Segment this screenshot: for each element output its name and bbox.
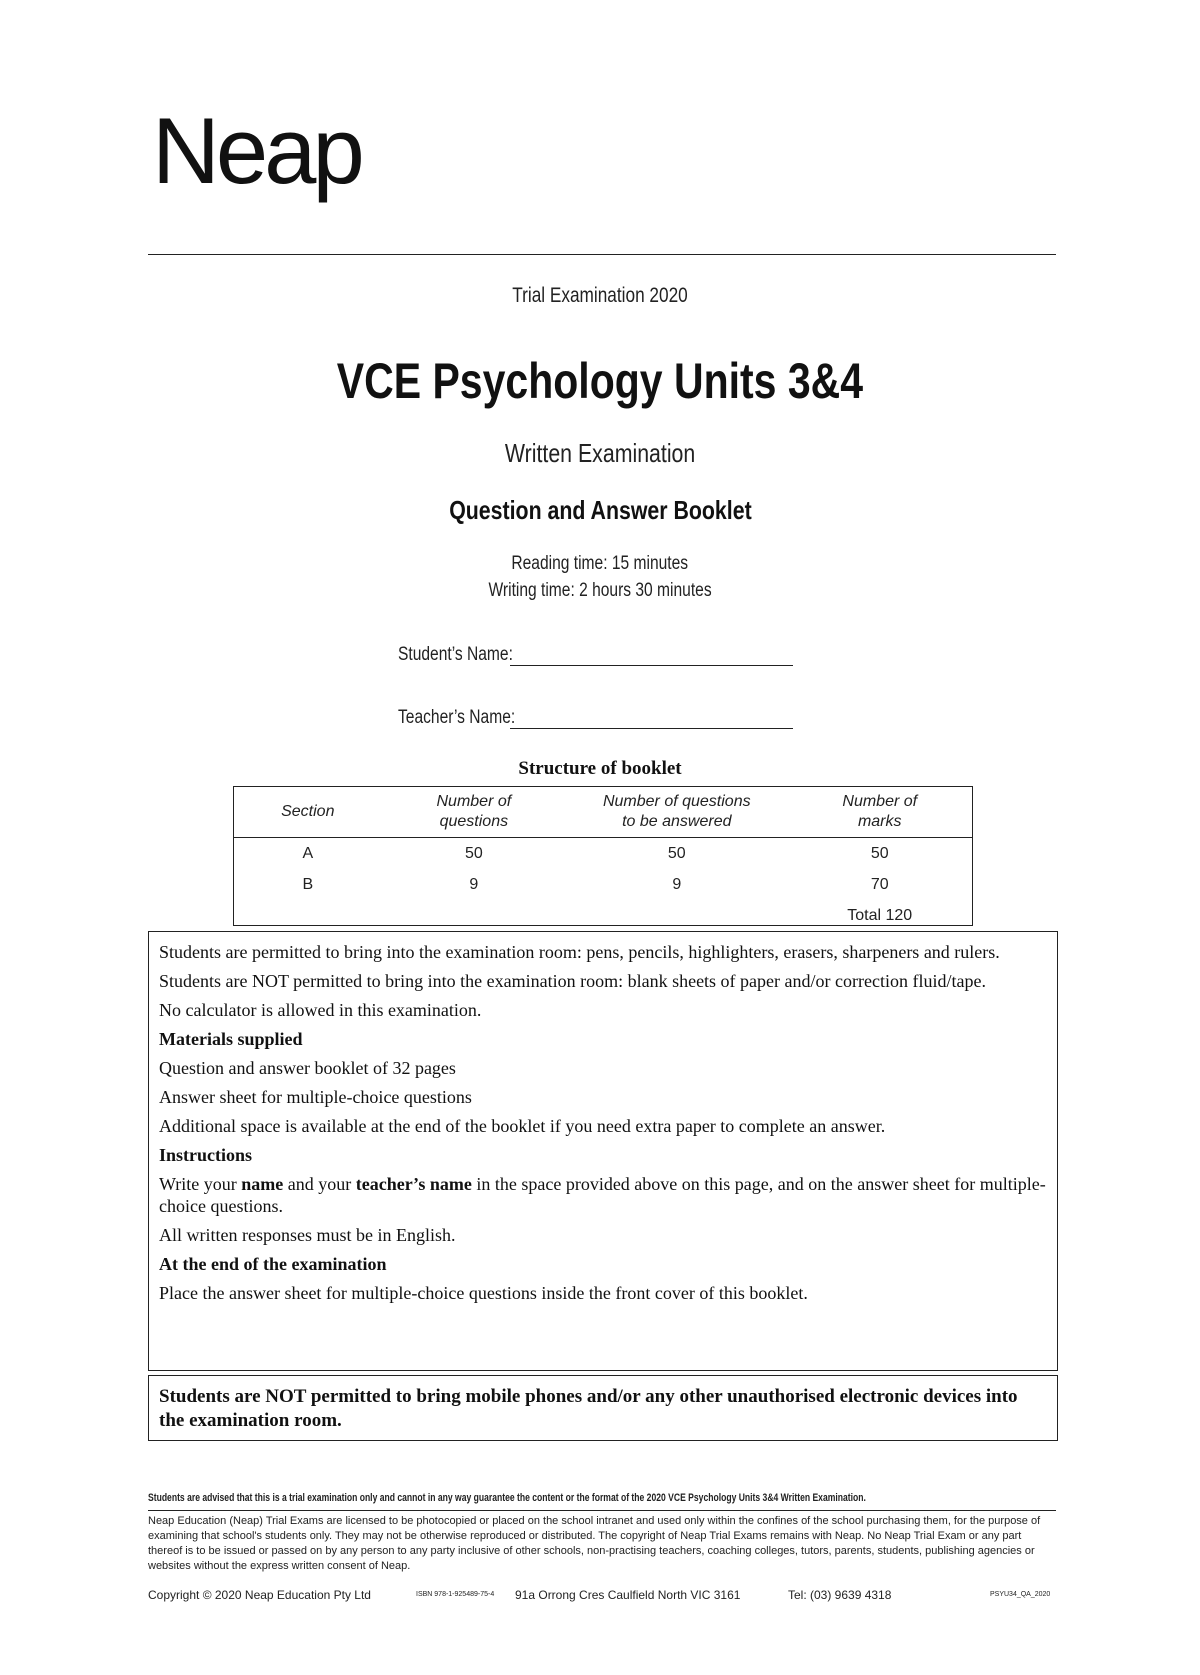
- phone: Tel: (03) 9639 4318: [788, 1588, 892, 1602]
- cell: A: [302, 844, 314, 862]
- table-total-row: [234, 900, 972, 931]
- phone-warning: Students are NOT permitted to bring mobile phones and/or any other unauthorised electronic devices into the examination room.: [148, 1375, 1058, 1441]
- materials-heading: Materials supplied: [159, 1029, 303, 1049]
- col-num-questions: Number of questions: [382, 787, 567, 838]
- col-section: Section: [234, 787, 382, 838]
- cell: 50: [667, 844, 686, 862]
- reading-time: Reading time: 15 minutes: [511, 553, 689, 574]
- col-num-answered: Number of questions to be answered: [566, 787, 787, 838]
- teacher-name-row: [398, 707, 793, 729]
- cell: B: [302, 875, 314, 893]
- col-num-marks: Number of marks: [787, 787, 972, 838]
- not-permitted-text: Students are NOT permitted to bring into the examination room: blank sheets of paper and/or correction fluid/tape.: [159, 971, 986, 991]
- student-name-field[interactable]: [510, 647, 793, 666]
- teacher-name-field[interactable]: [510, 710, 793, 729]
- structure-header-row: [234, 787, 972, 838]
- end-item: Place the answer sheet for multiple-choice questions inside the front cover of this booklet.: [159, 1283, 808, 1303]
- structure-title: Structure of booklet: [518, 758, 682, 779]
- total-marks: Total 120: [847, 906, 913, 924]
- permitted-text: Students are permitted to bring into the examination room: pens, pencils, highlighters, erasers, sharpeners and rulers.: [159, 942, 1000, 962]
- product-code: PSYU34_QA_2020: [990, 1591, 1051, 1598]
- student-name-label: Student’s Name:: [398, 644, 513, 665]
- table-row: [234, 869, 972, 900]
- calculator-text: No calculator is allowed in this examination.: [159, 1000, 482, 1020]
- header-divider: [148, 254, 1056, 255]
- cell: 9: [672, 875, 682, 893]
- neap-logo: Neap: [152, 98, 361, 203]
- table-row: [234, 838, 972, 870]
- licence-text: Neap Education (Neap) Trial Exams are licensed to be photocopied or placed on the school intranet and used only within the confines of the school purchasing them, for the purpose of examining that school's students only. They may not be otherwise reproduced or distributed. The copyright of Neap Trial Exams remains with Neap. No Neap Trial Exam or any part thereof is to be issued or passed on by any person to any party inclusive of other schools, non-practising teachers, coaching colleges, tutors, parents, students, publishing agencies or websites without the express written consent of Neap.: [148, 1515, 1041, 1572]
- end-heading: At the end of the examination: [159, 1254, 387, 1274]
- cell: 70: [870, 875, 889, 893]
- page-title: VCE Psychology Units 3&4: [336, 353, 864, 409]
- materials-item: Question and answer booklet of 32 pages: [159, 1058, 456, 1078]
- trial-disclaimer: Students are advised that this is a trial examination only and cannot in any way guarantee the content or the format of the 2020 VCE Psychology Units 3&4 Written Examination.: [148, 1492, 866, 1504]
- address: 91a Orrong Cres Caulfield North VIC 3161: [515, 1588, 741, 1602]
- trial-label: Trial Examination 2020: [512, 284, 688, 307]
- cell: 50: [870, 844, 889, 862]
- instruction-item: All written responses must be in English.: [159, 1225, 456, 1245]
- instructions-box: [148, 931, 1058, 1371]
- writing-time: Writing time: 2 hours 30 minutes: [488, 580, 712, 601]
- instruction-item: Write your name and your teacher’s name in the space provided above on this page, and on the answer sheet for multiple-choice questions.: [159, 1174, 1046, 1216]
- materials-item: Answer sheet for multiple-choice questions: [159, 1087, 472, 1107]
- isbn: ISBN 978-1-925489-75-4: [416, 1591, 495, 1598]
- cell: 50: [464, 844, 483, 862]
- copyright: Copyright © 2020 Neap Education Pty Ltd: [148, 1588, 371, 1602]
- materials-item: Additional space is available at the end of the booklet if you need extra paper to complete an answer.: [159, 1116, 886, 1136]
- structure-table: [233, 786, 973, 926]
- teacher-name-label: Teacher’s Name:: [398, 707, 516, 728]
- student-name-row: [398, 644, 793, 666]
- instructions-heading: Instructions: [159, 1145, 253, 1165]
- footer-divider: [148, 1510, 1056, 1511]
- cell: 9: [469, 875, 479, 893]
- exam-type: Written Examination: [504, 438, 696, 468]
- booklet-type: Question and Answer Booklet: [448, 495, 752, 525]
